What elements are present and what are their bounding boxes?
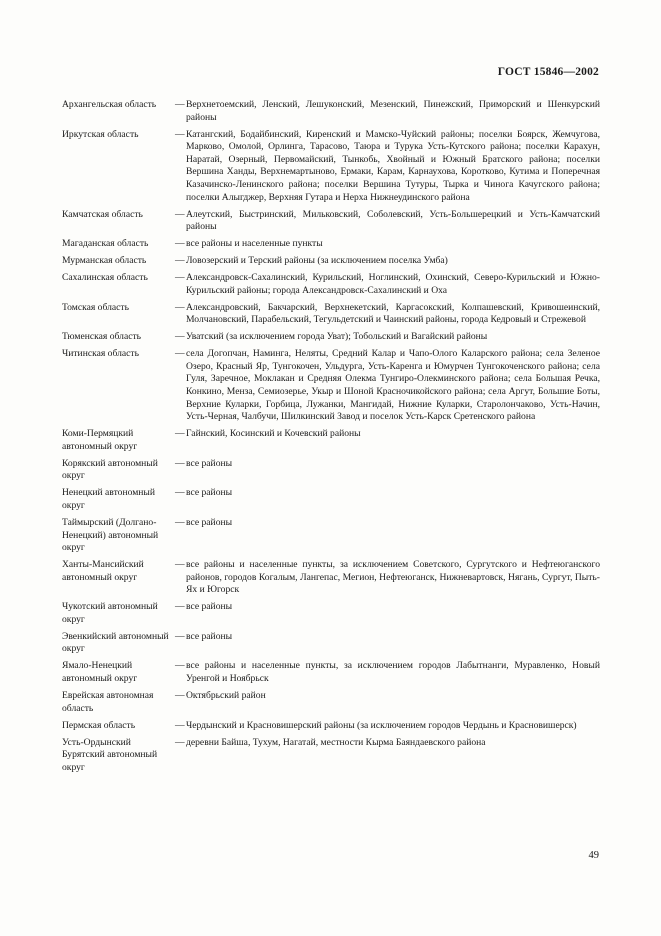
district-list: Уватский (за исключением города Уват); Тобольский и Вагайский районы	[186, 331, 488, 343]
region-name: Иркутская область	[62, 128, 139, 140]
district-list: все районы и населенные пункты, за исключением городов Лабытнанги, Муравленко, Новый Уренгой и Ноябрьск	[186, 660, 600, 684]
dash-separator: —	[175, 736, 185, 748]
region-name: Пермская область	[62, 719, 136, 731]
district-list: все районы и населенные пункты, за исключением Советского, Сургутского и Нефтеюганского районов, городов Когалым, Лангепас, Мегион, Нефтеюганск, Нижневартовск, Нягань, Сургут, Пыть-Ях и Югорск	[186, 559, 600, 596]
dash-separator: —	[175, 487, 185, 499]
dash-separator: —	[175, 99, 185, 110]
district-list: Ловозерский и Терский районы (за исключением поселка Умба)	[186, 255, 448, 267]
table-row	[62, 238, 600, 251]
dash-separator: —	[175, 689, 185, 701]
district-list: все районы	[186, 601, 233, 613]
table-row	[62, 209, 600, 234]
region-name: Коми-Пермяцкий автономный округ	[62, 428, 138, 452]
dash-separator: —	[175, 238, 185, 250]
dash-separator: —	[175, 331, 185, 343]
region-name: Томская область	[62, 301, 129, 313]
dash-separator: —	[175, 719, 185, 731]
region-name: Архангельская область	[62, 99, 157, 110]
table-row	[62, 559, 600, 597]
table-row	[62, 255, 600, 268]
dash-separator: —	[175, 255, 185, 267]
region-name: Тюменская область	[62, 331, 142, 343]
district-list: села Догопчан, Наминга, Неляты, Средний Калар и Чапо-Олого Каларского района; села Зеленое Озеро, Красный Яр, Тунгокочен, Ульдурга, Усть-Каренга и Юмурчен Тунгокоченского района; села Гуля, Заречное, Моклакан и Средняя Олекма Тунгиро-Олекминского района; села Большая Речка, Конкино, Менза, Семиозерье, Укыр и Шоной Красночикойского района; села Аргут, Большие Боты, Верхние Куларки, Горбица, Лужанки, Мангидай, Нижние Куларки, Старолончаково, Усть-Начин, Усть-Черная, Чалбучи, Шилкинский Завод и поселок Усть-Карск Сретенского района	[186, 348, 600, 423]
district-list: деревни Байша, Тухум, Нагатай, местности Кырма Баяндаевского района	[186, 736, 486, 748]
table-row	[62, 517, 600, 555]
table-row	[62, 458, 600, 483]
standard-header: ГОСТ 15846—2002	[497, 66, 599, 78]
dash-separator: —	[175, 128, 185, 140]
district-list: Гайнский, Косинский и Кочевский районы	[186, 428, 361, 440]
region-name: Ненецкий автономный округ	[62, 487, 155, 511]
region-name: Таймырский (Долгано-Ненецкий) автономный округ	[62, 516, 159, 554]
district-list: Александровский, Бакчарский, Верхнекетский, Каргасокский, Колпашевский, Кривошеинский, Молчановский, Парабельский, Тегульдетский и Чаинский районы, города Кедровый и Стрежевой	[186, 301, 600, 326]
page-number: 49	[588, 850, 599, 861]
dash-separator: —	[175, 428, 185, 440]
dash-separator: —	[175, 660, 185, 672]
dash-separator: —	[175, 630, 185, 642]
district-list: все районы	[186, 630, 233, 642]
district-list: все районы	[186, 457, 233, 469]
region-name: Чукотский автономный округ	[62, 601, 158, 625]
dash-separator: —	[175, 601, 185, 613]
dash-separator: —	[175, 348, 185, 360]
table-row	[62, 302, 600, 327]
dash-separator: —	[175, 301, 185, 313]
dash-separator: —	[175, 559, 185, 571]
dash-separator: —	[175, 272, 185, 284]
table-row	[62, 631, 600, 656]
region-name: Эвенкийский автономный округ	[62, 630, 169, 655]
region-name: Ямало-Ненецкий автономный округ	[62, 660, 138, 684]
region-name: Мурманская область	[62, 255, 147, 267]
table-row	[62, 99, 600, 124]
district-list: Октябрьский район	[186, 689, 266, 701]
region-name: Усть-Ордынский Бурятский автономный округ	[62, 736, 158, 773]
table-row	[62, 129, 600, 205]
region-name: Читинская область	[62, 348, 139, 360]
table-row	[62, 690, 600, 715]
district-list: Чердынский и Красновишерский районы (за исключением городов Чердынь и Красновишерск)	[186, 719, 577, 731]
district-list: Александровск-Сахалинский, Курильский, Ноглинский, Охинский, Северо-Курильский и Южно-Курильский районы; города Александровск-Сахалинский и Оха	[186, 272, 600, 296]
district-list: все районы	[186, 487, 233, 499]
region-name: Сахалинская область	[62, 272, 148, 284]
table-row	[62, 272, 600, 297]
district-list: Верхнетоемский, Ленский, Лешуконский, Мезенский, Пинежский, Приморский и Шенкурский районы	[186, 99, 600, 123]
district-list: Катангский, Бодайбинский, Киренский и Мамско-Чуйский районы; поселки Боярск, Жемчугова, Марково, Омолой, Орлинга, Тарасово, Таюра и Турука Усть-Кутского района; поселки Карахун, Наратай, Озерный, Первомайский, Тынкобь, Хвойный и Южный Братского района; поселки Вершина Ханды, Верхнемартыново, Ермаки, Карам, Карнаухова, Коротково, Кутима и Поперечная Казачинско-Ленинского района; поселки Вершина Тутуры, Тырка и Чинога Качугского района; поселки Алыгджер, Верхняя Гутара и Нерха Нижнеудинского района	[186, 128, 600, 203]
dash-separator: —	[175, 516, 185, 528]
table-row	[62, 660, 600, 685]
dash-separator: —	[175, 208, 185, 220]
district-list: все районы	[186, 516, 233, 528]
table-row	[62, 487, 600, 512]
district-list: Алеутский, Быстринский, Мильковский, Соболевский, Усть-Большерецкий и Усть-Камчатский районы	[186, 208, 600, 233]
dash-separator: —	[175, 457, 185, 469]
region-name: Магаданская область	[62, 238, 149, 250]
district-list: все районы и населенные пункты	[186, 238, 323, 250]
table-row	[62, 331, 600, 344]
table-row	[62, 348, 600, 424]
region-name: Ханты-Мансийский автономный округ	[62, 559, 144, 583]
table-row	[62, 601, 600, 626]
region-name: Камчатская область	[62, 208, 143, 220]
region-list	[62, 99, 600, 779]
region-name: Еврейская автономная область	[62, 689, 154, 714]
table-row	[62, 737, 600, 775]
table-row	[62, 720, 600, 733]
table-row	[62, 428, 600, 453]
region-name: Корякский автономный округ	[62, 457, 158, 482]
